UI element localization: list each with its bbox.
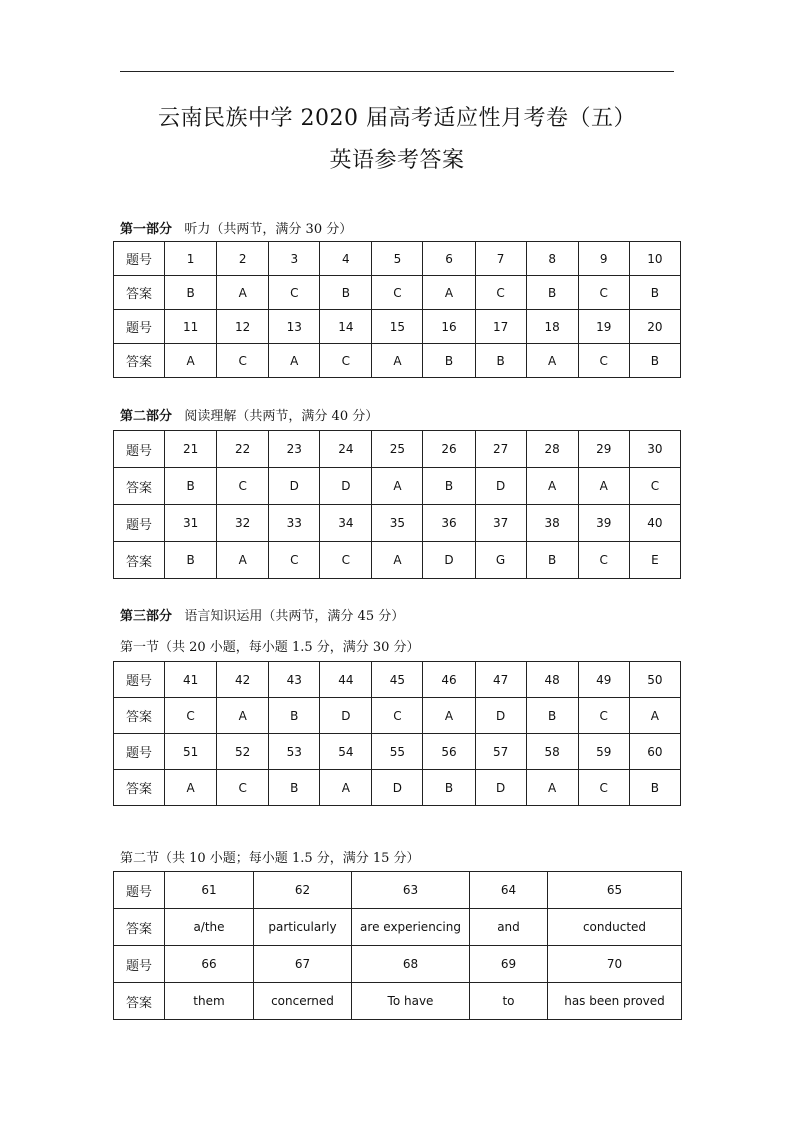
part3-section1-answer-table [113,661,681,806]
answer-cell: C [578,276,629,310]
question-number-cell: 41 [165,662,217,698]
answer-cell: C [165,698,217,734]
question-number-cell: 13 [269,310,320,344]
question-number-cell: 20 [629,310,680,344]
question-number-cell: 62 [254,872,352,909]
question-number-cell: 3 [269,242,320,276]
answer-cell: C [578,698,629,734]
answer-cell: C [372,698,423,734]
part3-label [120,605,404,624]
question-number-cell: 36 [423,505,475,542]
answer-cell: E [629,542,680,579]
table-row [114,698,681,734]
row-header-cell: 答案 [114,344,165,378]
part2-label-bold: 第二部分 [120,409,173,424]
answer-cell: D [475,468,526,505]
answer-cell: A [320,770,372,806]
answer-cell: B [629,770,680,806]
answer-cell: D [372,770,423,806]
question-number-cell: 69 [470,946,548,983]
question-number-cell: 6 [423,242,475,276]
part3-label-rest: 语言知识运用（共两节，满分 45 分） [184,609,405,624]
row-header-cell: 题号 [114,734,165,770]
table-row [114,505,681,542]
question-number-cell: 54 [320,734,372,770]
question-number-cell: 14 [320,310,372,344]
question-number-cell: 65 [548,872,682,909]
question-number-cell: 32 [217,505,269,542]
question-number-cell: 59 [578,734,629,770]
answer-cell: A [578,468,629,505]
part1-label-rest: 听力（共两节，满分 30 分） [184,222,353,237]
question-number-cell: 35 [372,505,423,542]
question-number-cell: 56 [423,734,475,770]
row-header-cell: 题号 [114,662,165,698]
question-number-cell: 21 [165,431,217,468]
part3-section2-answer-table [113,871,682,1020]
answer-cell: D [475,698,526,734]
question-number-cell: 44 [320,662,372,698]
answer-cell: a/the [165,909,254,946]
question-number-cell: 68 [352,946,470,983]
question-number-cell: 67 [254,946,352,983]
question-number-cell: 31 [165,505,217,542]
question-number-cell: 52 [217,734,269,770]
question-number-cell: 29 [578,431,629,468]
question-number-cell: 18 [526,310,578,344]
question-number-cell: 10 [629,242,680,276]
row-header-cell: 题号 [114,946,165,983]
question-number-cell: 55 [372,734,423,770]
part1-label [120,218,352,237]
table-row [114,909,682,946]
part1-label-bold: 第一部分 [120,222,173,237]
question-number-cell: 28 [526,431,578,468]
answer-cell: and [470,909,548,946]
row-header-cell: 题号 [114,310,165,344]
answer-cell: A [217,542,269,579]
answer-cell: B [423,770,475,806]
question-number-cell: 33 [269,505,320,542]
question-number-cell: 43 [269,662,320,698]
answer-cell: G [475,542,526,579]
part2-label [120,405,378,424]
answer-cell: C [217,468,269,505]
answer-cell: A [269,344,320,378]
answer-cell: A [217,698,269,734]
answer-cell: C [320,542,372,579]
question-number-cell: 51 [165,734,217,770]
answer-cell: A [372,468,423,505]
question-number-cell: 64 [470,872,548,909]
table-row [114,310,681,344]
question-number-cell: 70 [548,946,682,983]
question-number-cell: 25 [372,431,423,468]
answer-cell: B [320,276,372,310]
answer-cell: C [475,276,526,310]
question-number-cell: 39 [578,505,629,542]
row-header-cell: 答案 [114,770,165,806]
table-row [114,770,681,806]
answer-cell: A [526,468,578,505]
table-row [114,242,681,276]
answer-cell: D [320,468,372,505]
question-number-cell: 47 [475,662,526,698]
answer-cell: to [470,983,548,1020]
answer-cell: B [269,770,320,806]
question-number-cell: 15 [372,310,423,344]
answer-cell: A [165,344,217,378]
question-number-cell: 48 [526,662,578,698]
question-number-cell: 37 [475,505,526,542]
page-subtitle: 英语参考答案 [329,148,465,173]
answer-cell: D [423,542,475,579]
question-number-cell: 17 [475,310,526,344]
question-number-cell: 46 [423,662,475,698]
table-row [114,344,681,378]
question-number-cell: 12 [217,310,269,344]
answer-cell: B [165,468,217,505]
table-row [114,872,682,909]
answer-cell: B [629,276,680,310]
answer-cell: them [165,983,254,1020]
answer-cell: B [165,542,217,579]
answer-cell: C [578,770,629,806]
part2-label-rest: 阅读理解（共两节，满分 40 分） [184,409,379,424]
answer-cell: A [526,344,578,378]
question-number-cell: 53 [269,734,320,770]
question-number-cell: 22 [217,431,269,468]
question-number-cell: 9 [578,242,629,276]
row-header-cell: 题号 [114,242,165,276]
answer-cell: B [269,698,320,734]
answer-cell: C [578,344,629,378]
answer-cell: are experiencing [352,909,470,946]
answer-cell: C [217,344,269,378]
answer-cell: B [165,276,217,310]
answer-cell: C [578,542,629,579]
question-number-cell: 49 [578,662,629,698]
question-number-cell: 57 [475,734,526,770]
question-number-cell: 66 [165,946,254,983]
table-row [114,662,681,698]
answer-cell: C [629,468,680,505]
question-number-cell: 63 [352,872,470,909]
question-number-cell: 8 [526,242,578,276]
answer-cell: To have [352,983,470,1020]
answer-cell: B [423,468,475,505]
part3-section1-label: 第一节（共 20 小题，每小题 1.5 分，满分 30 分） [120,640,420,655]
table-row [114,468,681,505]
row-header-cell: 答案 [114,909,165,946]
answer-cell: D [269,468,320,505]
question-number-cell: 50 [629,662,680,698]
question-number-cell: 60 [629,734,680,770]
question-number-cell: 38 [526,505,578,542]
answer-cell: C [217,770,269,806]
answer-cell: D [475,770,526,806]
question-number-cell: 19 [578,310,629,344]
question-number-cell: 40 [629,505,680,542]
answer-cell: A [423,698,475,734]
answer-cell: has been proved [548,983,682,1020]
answer-cell: B [629,344,680,378]
table-row [114,542,681,579]
top-divider [120,71,674,72]
answer-cell: A [372,344,423,378]
answer-cell: B [526,542,578,579]
answer-cell: A [372,542,423,579]
question-number-cell: 16 [423,310,475,344]
answer-cell: A [526,770,578,806]
question-number-cell: 2 [217,242,269,276]
part3-label-bold: 第三部分 [120,609,173,624]
table-row [114,946,682,983]
answer-cell: C [372,276,423,310]
page-title: 云南民族中学 2020 届高考适应性月考卷（五） [158,106,636,131]
question-number-cell: 42 [217,662,269,698]
row-header-cell: 答案 [114,542,165,579]
table-row [114,734,681,770]
question-number-cell: 23 [269,431,320,468]
question-number-cell: 58 [526,734,578,770]
table-row [114,276,681,310]
answer-cell: C [269,542,320,579]
question-number-cell: 26 [423,431,475,468]
question-number-cell: 45 [372,662,423,698]
question-number-cell: 27 [475,431,526,468]
part2-answer-table [113,430,681,579]
answer-cell: B [475,344,526,378]
answer-cell: A [165,770,217,806]
answer-cell: B [526,698,578,734]
answer-cell: conducted [548,909,682,946]
question-number-cell: 34 [320,505,372,542]
answer-cell: A [217,276,269,310]
table-row [114,983,682,1020]
answer-cell: B [526,276,578,310]
answer-cell: particularly [254,909,352,946]
question-number-cell: 7 [475,242,526,276]
answer-cell: B [423,344,475,378]
question-number-cell: 5 [372,242,423,276]
part1-answer-table [113,241,681,378]
question-number-cell: 24 [320,431,372,468]
question-number-cell: 1 [165,242,217,276]
question-number-cell: 4 [320,242,372,276]
answer-cell: concerned [254,983,352,1020]
row-header-cell: 答案 [114,983,165,1020]
row-header-cell: 答案 [114,698,165,734]
answer-cell: D [320,698,372,734]
answer-cell: C [320,344,372,378]
row-header-cell: 题号 [114,872,165,909]
question-number-cell: 61 [165,872,254,909]
question-number-cell: 11 [165,310,217,344]
row-header-cell: 答案 [114,468,165,505]
answer-cell: A [423,276,475,310]
row-header-cell: 题号 [114,505,165,542]
answer-cell: C [269,276,320,310]
row-header-cell: 答案 [114,276,165,310]
part3-section2-label: 第二节（共 10 小题；每小题 1.5 分，满分 15 分） [120,851,420,866]
answer-cell: A [629,698,680,734]
question-number-cell: 30 [629,431,680,468]
row-header-cell: 题号 [114,431,165,468]
table-row [114,431,681,468]
